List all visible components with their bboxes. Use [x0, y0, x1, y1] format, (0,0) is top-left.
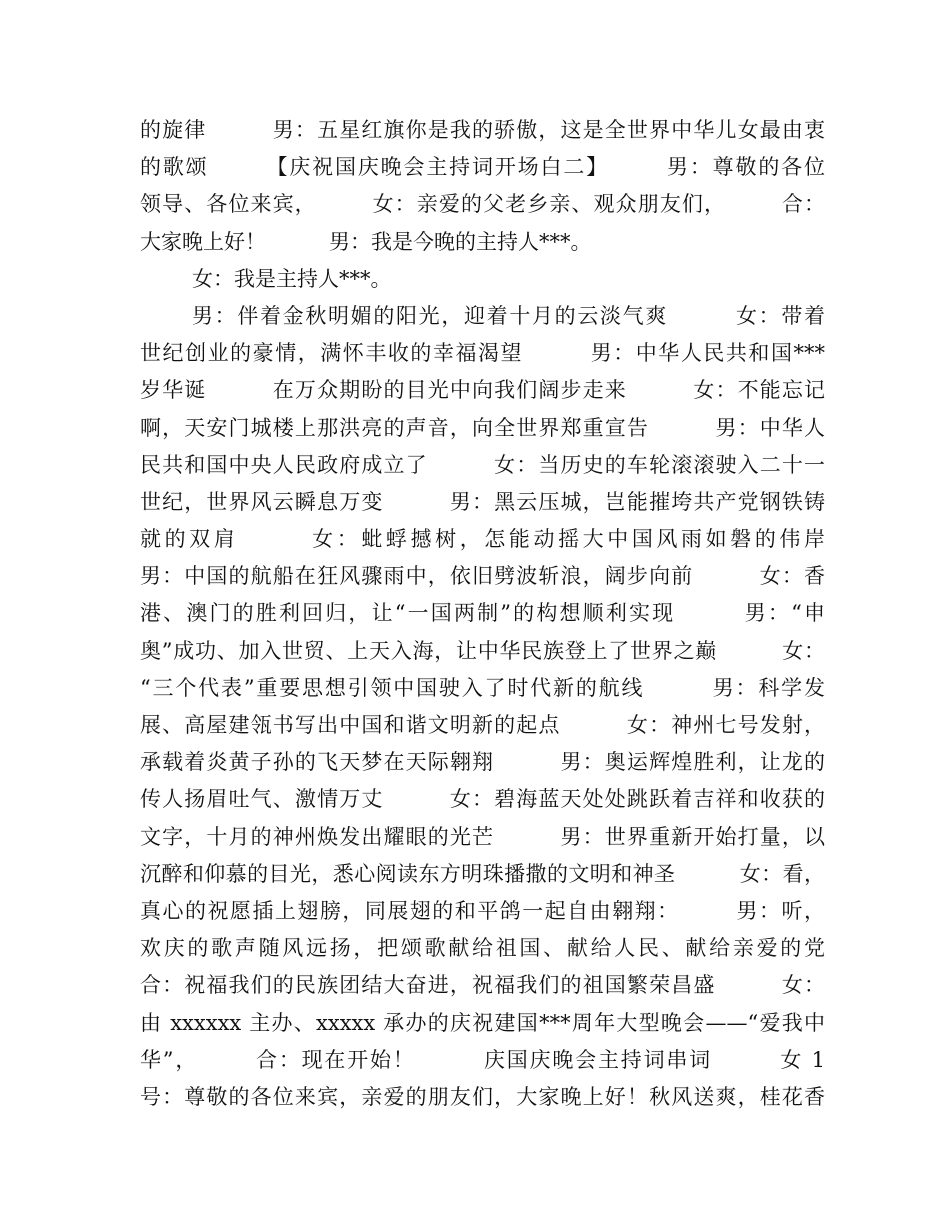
text-line: 女：我是主持人***。 [192, 266, 392, 291]
text-line: 的歌颂 【庆祝国庆晚会主持词开场白二】 男：尊敬的各位 [140, 155, 825, 180]
text-line: 沉醉和仰慕的目光，悉心阅读东方明珠播撒的文明和神圣 女：看， [140, 861, 825, 886]
text-line: 真心的祝愿插上翅膀，同展翅的和平鸽一起自由翱翔： 男：听， [140, 898, 825, 923]
text-line: 奥”成功、加入世贸、上天入海，让中华民族登上了世界之巅 女： [140, 638, 825, 663]
text-line: 领导、各位来宾， 女：亲爱的父老乡亲、观众朋友们， 合： [140, 192, 825, 217]
text-line: 华”， 合：现在开始！ 庆国庆晚会主持词串词 女 1 [140, 1047, 825, 1072]
text-line: 男：中国的航船在狂风骤雨中，依旧劈波斩浪，阔步向前 女：香 [140, 564, 825, 589]
text-line: 的旋律 男：五星红旗你是我的骄傲，这是全世界中华儿女最由衷 [140, 118, 825, 142]
text-line: “三个代表”重要思想引领中国驶入了时代新的航线 男：科学发 [140, 675, 825, 700]
text-line: 传人扬眉吐气、激情万丈 女：碧海蓝天处处跳跃着吉祥和收获的 [140, 787, 825, 812]
text-line: 号：尊敬的各位来宾，亲爱的朋友们，大家晚上好！秋风送爽，桂花香 [140, 1084, 825, 1109]
text-line: 啊，天安门城楼上那洪亮的声音，向全世界郑重宣告 男：中华人 [140, 415, 825, 440]
text-line: 展、高屋建瓴书写出中国和谐文明新的起点 女：神州七号发射， [140, 713, 825, 737]
text-line: 由 xxxxxx 主办、xxxxx 承办的庆祝建国***周年大型晚会——“爱我中 [140, 1010, 825, 1035]
text-line: 世纪，世界风云瞬息万变 男：黑云压城，岂能摧垮共产党钢铁铸 [140, 489, 825, 514]
text-line: 合：祝福我们的民族团结大奋进，祝福我们的祖国繁荣昌盛 女： [140, 973, 825, 998]
text-line: 民共和国中央人民政府成立了 女：当历史的车轮滚滚驶入二十一 [140, 452, 825, 477]
text-line: 承载着炎黄子孙的飞天梦在天际翱翔 男：奥运辉煌胜利，让龙的 [140, 750, 825, 775]
text-line: 就的双肩 女：蚍蜉撼树，怎能动摇大中国风雨如磐的伟岸 [140, 527, 825, 552]
text-line: 欢庆的歌声随风远扬，把颂歌献给祖国、献给人民、献给亲爱的党 [140, 936, 825, 961]
document-body [140, 112, 825, 1116]
text-line: 世纪创业的豪情，满怀丰收的幸福渴望 男：中华人民共和国*** [140, 341, 825, 366]
text-line: 港、澳门的胜利回归，让“一国两制”的构想顺利实现 男：“申 [140, 601, 825, 626]
text-line: 文字，十月的神州焕发出耀眼的光芒 男：世界重新开始打量，以 [140, 824, 825, 849]
text-line: 大家晚上好！ 男：我是今晚的主持人***。 [140, 229, 592, 254]
text-line: 岁华诞 在万众期盼的目光中向我们阔步走来 女：不能忘记 [140, 378, 825, 403]
text-line: 男：伴着金秋明媚的阳光，迎着十月的云淡气爽 女：带着 [192, 303, 825, 328]
